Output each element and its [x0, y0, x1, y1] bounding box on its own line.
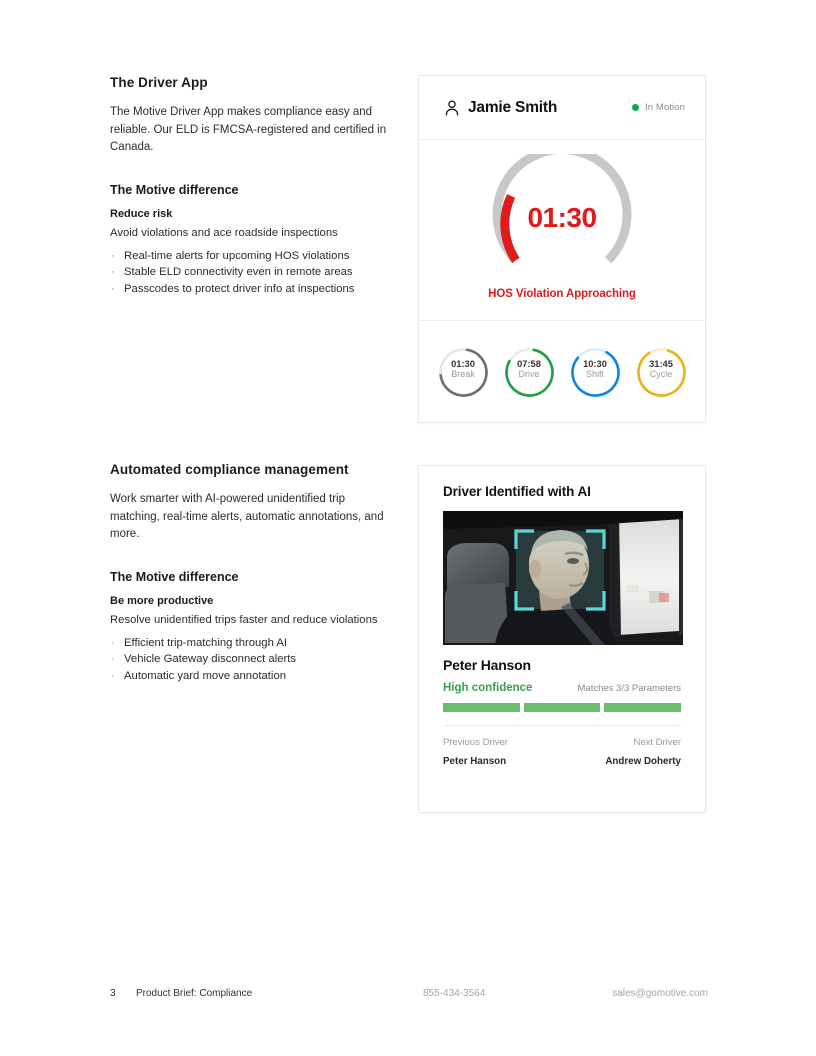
card-divider — [443, 725, 681, 726]
mini-ring-shift — [569, 346, 622, 399]
automated-compliance-title: Automated compliance management — [110, 462, 349, 477]
hos-card-header — [419, 76, 705, 140]
mini-ring-cycle — [635, 346, 688, 399]
identified-driver-name: Peter Hanson — [443, 657, 531, 673]
contact-phone: 855-434-3564 — [423, 988, 486, 999]
match-bar-segment — [604, 703, 681, 712]
be-more-productive-bullet-list — [110, 636, 390, 685]
driver-navigation — [443, 737, 681, 767]
bullet-dot-icon: · — [111, 653, 115, 666]
list-item — [110, 249, 390, 265]
mini-ring-cycle-time: 31:45 — [649, 358, 673, 369]
driver-identified-title: Driver Identified with AI — [443, 484, 591, 499]
motive-difference-heading-1: The Motive difference — [110, 182, 239, 197]
hos-gauge-value: 01:30 — [527, 202, 597, 233]
list-item-label: Efficient trip-matching through AI — [124, 636, 288, 649]
mini-ring-drive-label — [503, 359, 556, 381]
page-number: 3 — [110, 988, 116, 999]
list-item — [110, 669, 390, 685]
list-item-label: Passcodes to protect driver info at inspections — [124, 282, 355, 295]
reduce-risk-heading: Reduce risk — [110, 207, 173, 220]
match-bar-segment — [524, 703, 601, 712]
confidence-row — [443, 682, 681, 694]
hos-violation-caption: HOS Violation Approaching — [488, 288, 636, 300]
hos-gauge-section — [419, 140, 705, 321]
mini-ring-break-name: Break — [451, 369, 475, 380]
driver-app-text-block — [110, 74, 390, 298]
bullet-dot-icon: · — [111, 249, 115, 262]
mini-ring-cycle-label — [635, 359, 688, 381]
driver-cab-image — [443, 511, 683, 645]
match-bar-segment — [443, 703, 520, 712]
reduce-risk-bullet-list — [110, 249, 390, 298]
status-badge-label: In Motion — [645, 102, 685, 113]
driver-identified-card — [418, 465, 706, 813]
driver-name: Jamie Smith — [468, 98, 558, 116]
next-driver-heading: Next Driver — [633, 737, 681, 748]
list-item — [110, 282, 390, 298]
document-title: Product Brief: Compliance — [136, 988, 253, 999]
driver-identified-body — [419, 466, 705, 767]
confidence-label: High confidence — [443, 682, 533, 694]
hos-gauge — [488, 154, 636, 284]
mini-ring-cycle-name: Cycle — [649, 369, 673, 380]
driver-app-description: The Motive Driver App makes compliance easy and reliable. Our ELD is FMCSA-registered and certified in Canada. — [110, 106, 387, 154]
mini-ring-drive-time: 07:58 — [517, 358, 541, 369]
list-item — [110, 265, 390, 281]
person-icon — [445, 100, 459, 116]
next-driver-name: Andrew Doherty — [605, 756, 681, 767]
mini-ring-drive-name: Drive — [518, 369, 540, 380]
mini-ring-break — [437, 346, 490, 399]
mini-ring-break-label — [437, 359, 490, 381]
mini-ring-break-time: 01:30 — [451, 358, 475, 369]
motive-difference-heading-2: The Motive difference — [110, 569, 239, 584]
page-title: The Driver App — [110, 75, 208, 90]
list-item — [110, 636, 390, 652]
list-item-label: Automatic yard move annotation — [124, 669, 287, 682]
previous-driver-name: Peter Hanson — [443, 756, 507, 767]
previous-driver[interactable] — [443, 737, 508, 767]
page-footer — [110, 988, 708, 1002]
bullet-dot-icon: · — [111, 266, 115, 279]
hos-status-card — [418, 75, 706, 423]
contact-email: sales@gomotive.com — [612, 988, 708, 999]
list-item-label: Stable ELD connectivity even in remote areas — [124, 266, 353, 279]
driver-face-photo — [443, 511, 683, 645]
automated-compliance-description: Work smarter with AI-powered unidentified trip matching, real-time alerts, automatic annotations, and more. — [110, 493, 384, 541]
automated-compliance-text-block — [110, 461, 390, 685]
status-dot-icon — [632, 104, 639, 111]
match-parameter-bars — [443, 703, 681, 712]
be-more-productive-heading: Be more productive — [110, 594, 214, 607]
next-driver[interactable] — [605, 737, 681, 767]
matches-label: Matches 3/3 Parameters — [577, 683, 681, 694]
reduce-risk-description: Avoid violations and ace roadside inspections — [110, 226, 338, 239]
list-item-label: Real-time alerts for upcoming HOS violations — [124, 249, 350, 262]
status-badge — [632, 102, 685, 113]
mini-ring-shift-name: Shift — [585, 369, 604, 380]
mini-ring-drive — [503, 346, 556, 399]
mini-ring-shift-time: 10:30 — [583, 358, 607, 369]
list-item-label: Vehicle Gateway disconnect alerts — [124, 653, 297, 666]
previous-driver-heading: Previous Driver — [443, 737, 508, 748]
hos-mini-rings — [419, 321, 705, 423]
list-item — [110, 652, 390, 668]
be-more-productive-description: Resolve unidentified trips faster and reduce violations — [110, 613, 378, 626]
bullet-dot-icon: · — [111, 669, 115, 682]
bullet-dot-icon: · — [111, 282, 115, 295]
bullet-dot-icon: · — [111, 636, 115, 649]
mini-ring-shift-label — [569, 359, 622, 381]
